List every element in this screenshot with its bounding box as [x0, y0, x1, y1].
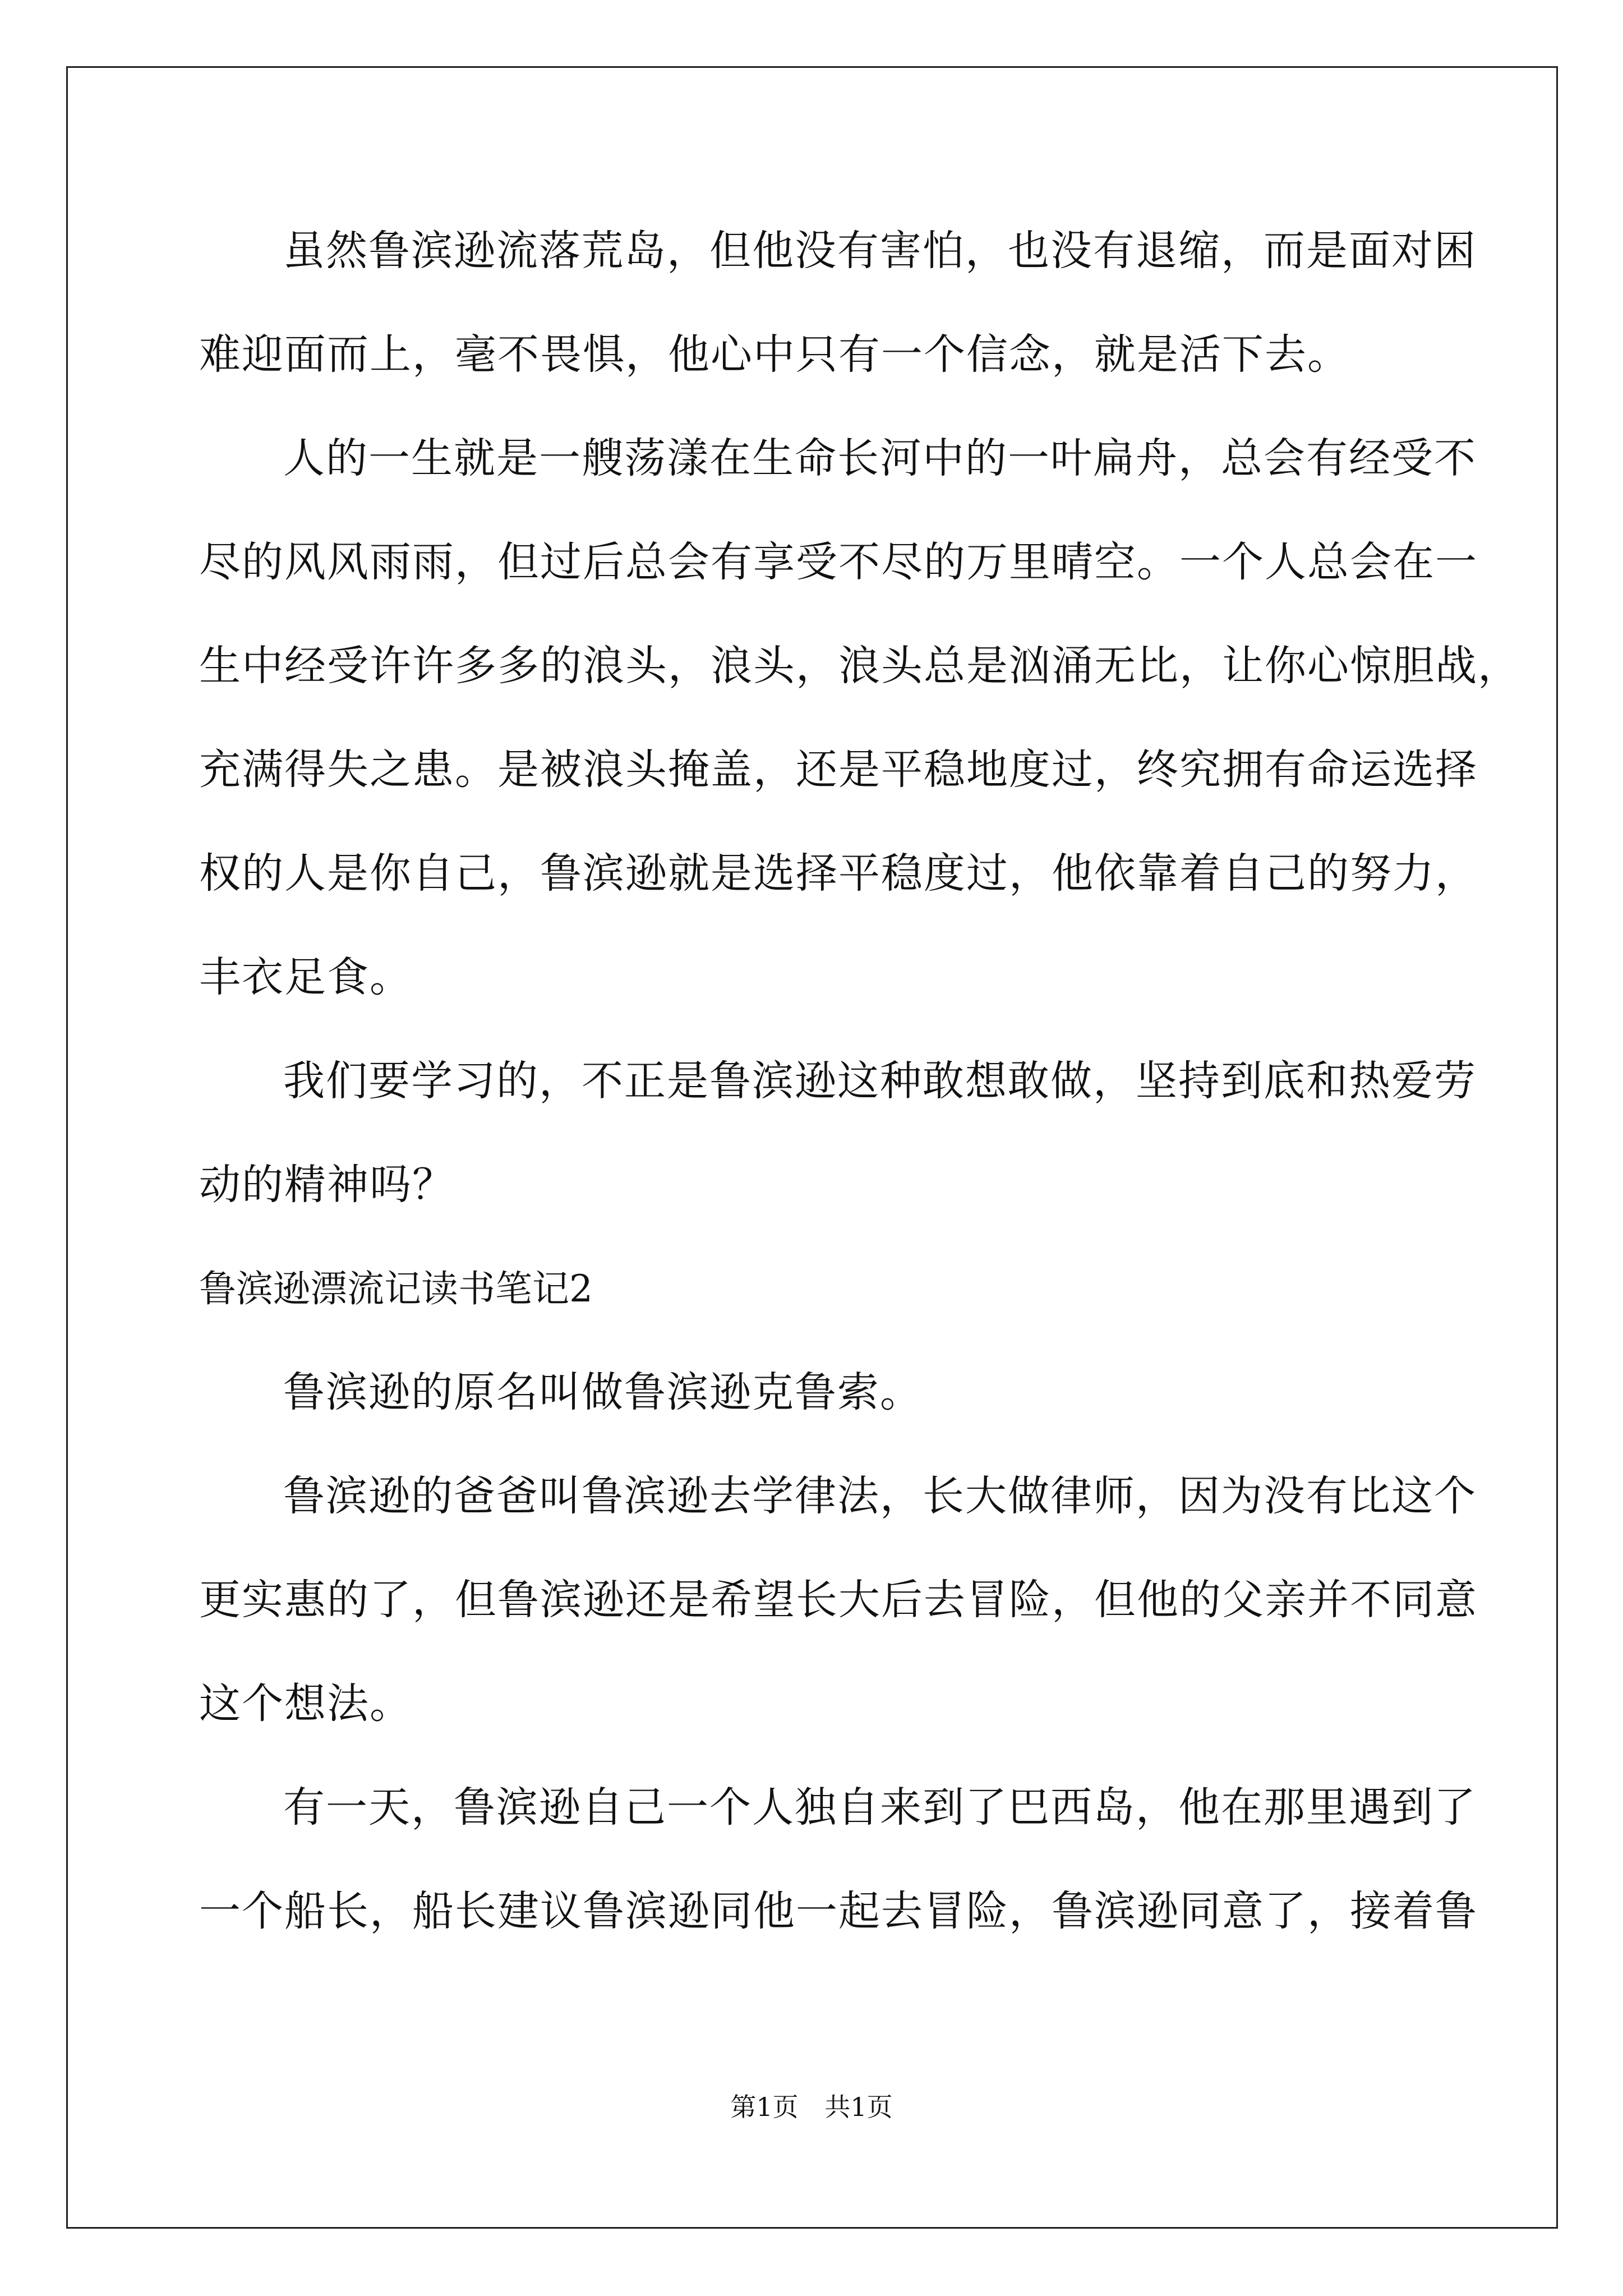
paragraph-line: 有一天，鲁滨逊自己一个人独自来到了巴西岛，他在那里遇到了 [283, 1783, 1477, 1832]
paragraph-line: 一个船长，船长建议鲁滨逊同他一起去冒险，鲁滨逊同意了，接着鲁 [199, 1887, 1478, 1935]
paragraph-line: 人的一生就是一艘荡漾在生命长河中的一叶扁舟，总会有经受不 [283, 434, 1477, 482]
document-body [199, 199, 1520, 1963]
paragraph-line: 虽然鲁滨逊流落荒岛，但他没有害怕，也没有退缩，而是面对困 [283, 227, 1477, 275]
paragraph-line: 丰衣足食。 [199, 953, 412, 1001]
paragraph-line: 鲁滨逊的爸爸叫鲁滨逊去学律法，长大做律师，因为没有比这个 [283, 1472, 1477, 1520]
section-heading: 鲁滨逊漂流记读书笔记2 [199, 1267, 593, 1310]
page-number: 第1页 [730, 2092, 799, 2122]
paragraph-line: 这个想法。 [199, 1680, 412, 1728]
paragraph-line: 更实惠的了，但鲁滨逊还是希望长大后去冒险，但他的父亲并不同意 [199, 1576, 1478, 1624]
paragraph-line: 动的精神吗？ [199, 1161, 455, 1209]
paragraph-line: 难迎面而上，毫不畏惧，他心中只有一个信念，就是活下去。 [199, 330, 1350, 379]
page-total: 共1页 [824, 2092, 893, 2122]
paragraph-line: 充满得失之患。是被浪头掩盖，还是平稳地度过，终究拥有命运选择 [199, 746, 1478, 794]
paragraph-line: 生中经受许许多多的浪头，浪头，浪头总是汹涌无比，让你心惊胆战， [199, 642, 1520, 690]
paragraph-line: 我们要学习的，不正是鲁滨逊这种敢想敢做，坚持到底和热爱劳 [283, 1057, 1477, 1105]
paragraph-line: 鲁滨逊的原名叫做鲁滨逊克鲁索。 [283, 1368, 923, 1416]
page-footer [0, 2087, 1623, 2124]
paragraph-line: 尽的风风雨雨，但过后总会有享受不尽的万里晴空。一个人总会在一 [199, 538, 1478, 586]
paragraph-line: 权的人是你自己，鲁滨逊就是选择平稳度过，他依靠着自己的努力， [199, 849, 1478, 898]
